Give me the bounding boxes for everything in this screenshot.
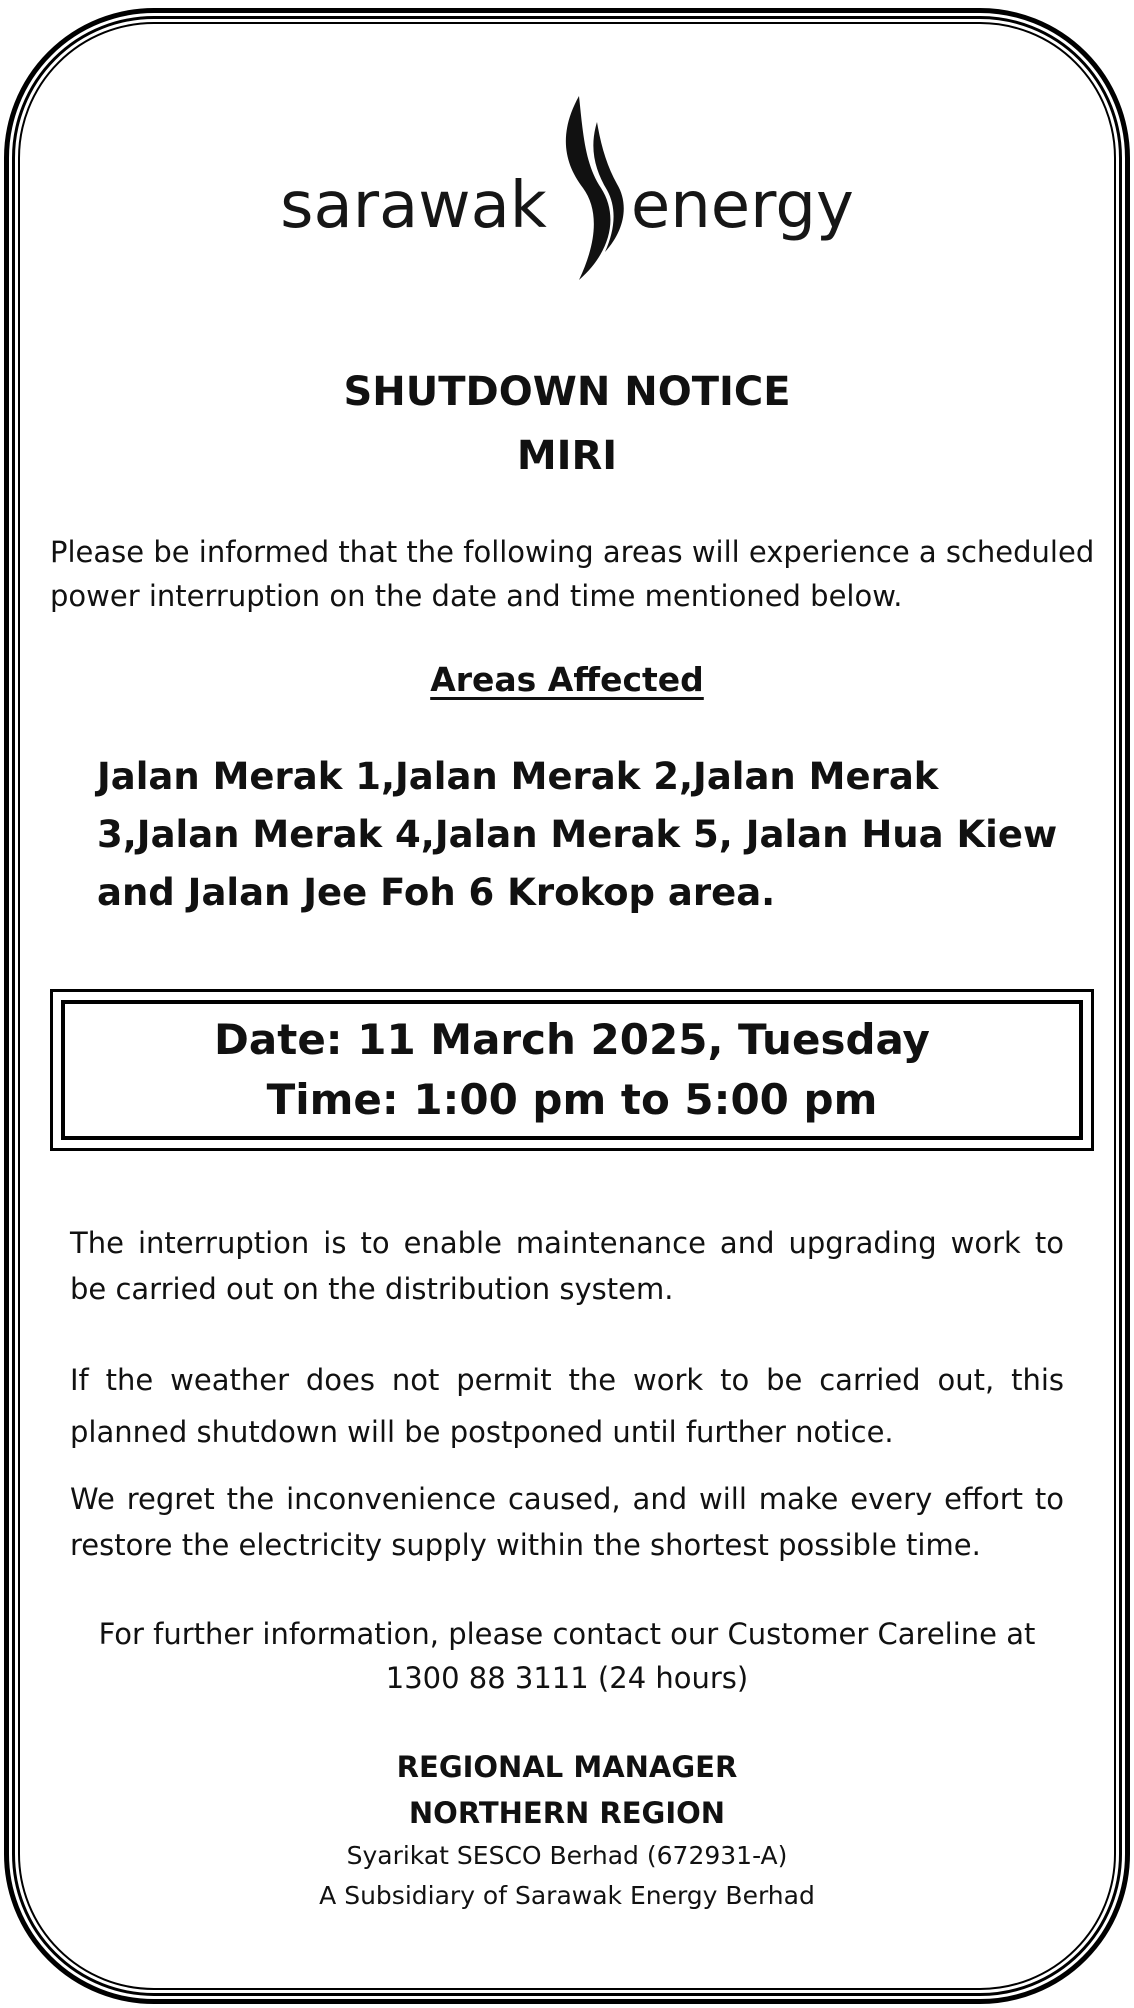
signoff-role: REGIONAL MANAGER <box>396 1750 738 1784</box>
signoff-block <box>0 1744 1134 1916</box>
notice-title-block <box>0 360 1134 488</box>
contact-line: For further information, please contact our Customer Careline at <box>98 1617 1036 1651</box>
weather-paragraph: If the weather does not permit the work to be carried out, this planned shutdown will be postponed until further notice. <box>70 1363 1064 1449</box>
reason-paragraph: The interruption is to enable maintenance and upgrading work to be carried out on the distribution system. <box>70 1226 1064 1306</box>
flame-icon <box>549 92 629 284</box>
apology-paragraph: We regret the inconvenience caused, and will make every effort to restore the electricity supply within the shortest possible time. <box>70 1482 1064 1562</box>
logo-right-word: energy <box>630 169 854 243</box>
contact-block <box>0 1612 1134 1700</box>
intro-paragraph: Please be informed that the following areas will experience a scheduled power interruption on the date and time mentioned below. <box>50 535 1095 613</box>
signoff-parent: A Subsidiary of Sarawak Energy Berhad <box>319 1881 815 1910</box>
notice-location: MIRI <box>516 433 618 479</box>
signoff-company: Syarikat SESCO Berhad (672931-A) <box>346 1841 788 1870</box>
notice-title: SHUTDOWN NOTICE <box>343 369 791 415</box>
careline-number: 1300 88 3111 (24 hours) <box>385 1661 749 1695</box>
signoff-region: NORTHERN REGION <box>408 1796 726 1830</box>
sarawak-energy-logo <box>0 88 1134 288</box>
date-line: Date: 11 March 2025, Tuesday <box>214 1015 930 1064</box>
areas-heading: Areas Affected <box>430 660 704 699</box>
areas-affected-list: Jalan Merak 1,Jalan Merak 2,Jalan Merak 3,Jalan Merak 4,Jalan Merak 5, Jalan Hua Kiew and Jalan Jee Foh 6 Krokop area. <box>97 755 1058 914</box>
date-time-box <box>61 1000 1083 1140</box>
logo-left-word: sarawak <box>280 169 547 243</box>
time-line: Time: 1:00 pm to 5:00 pm <box>266 1075 878 1124</box>
